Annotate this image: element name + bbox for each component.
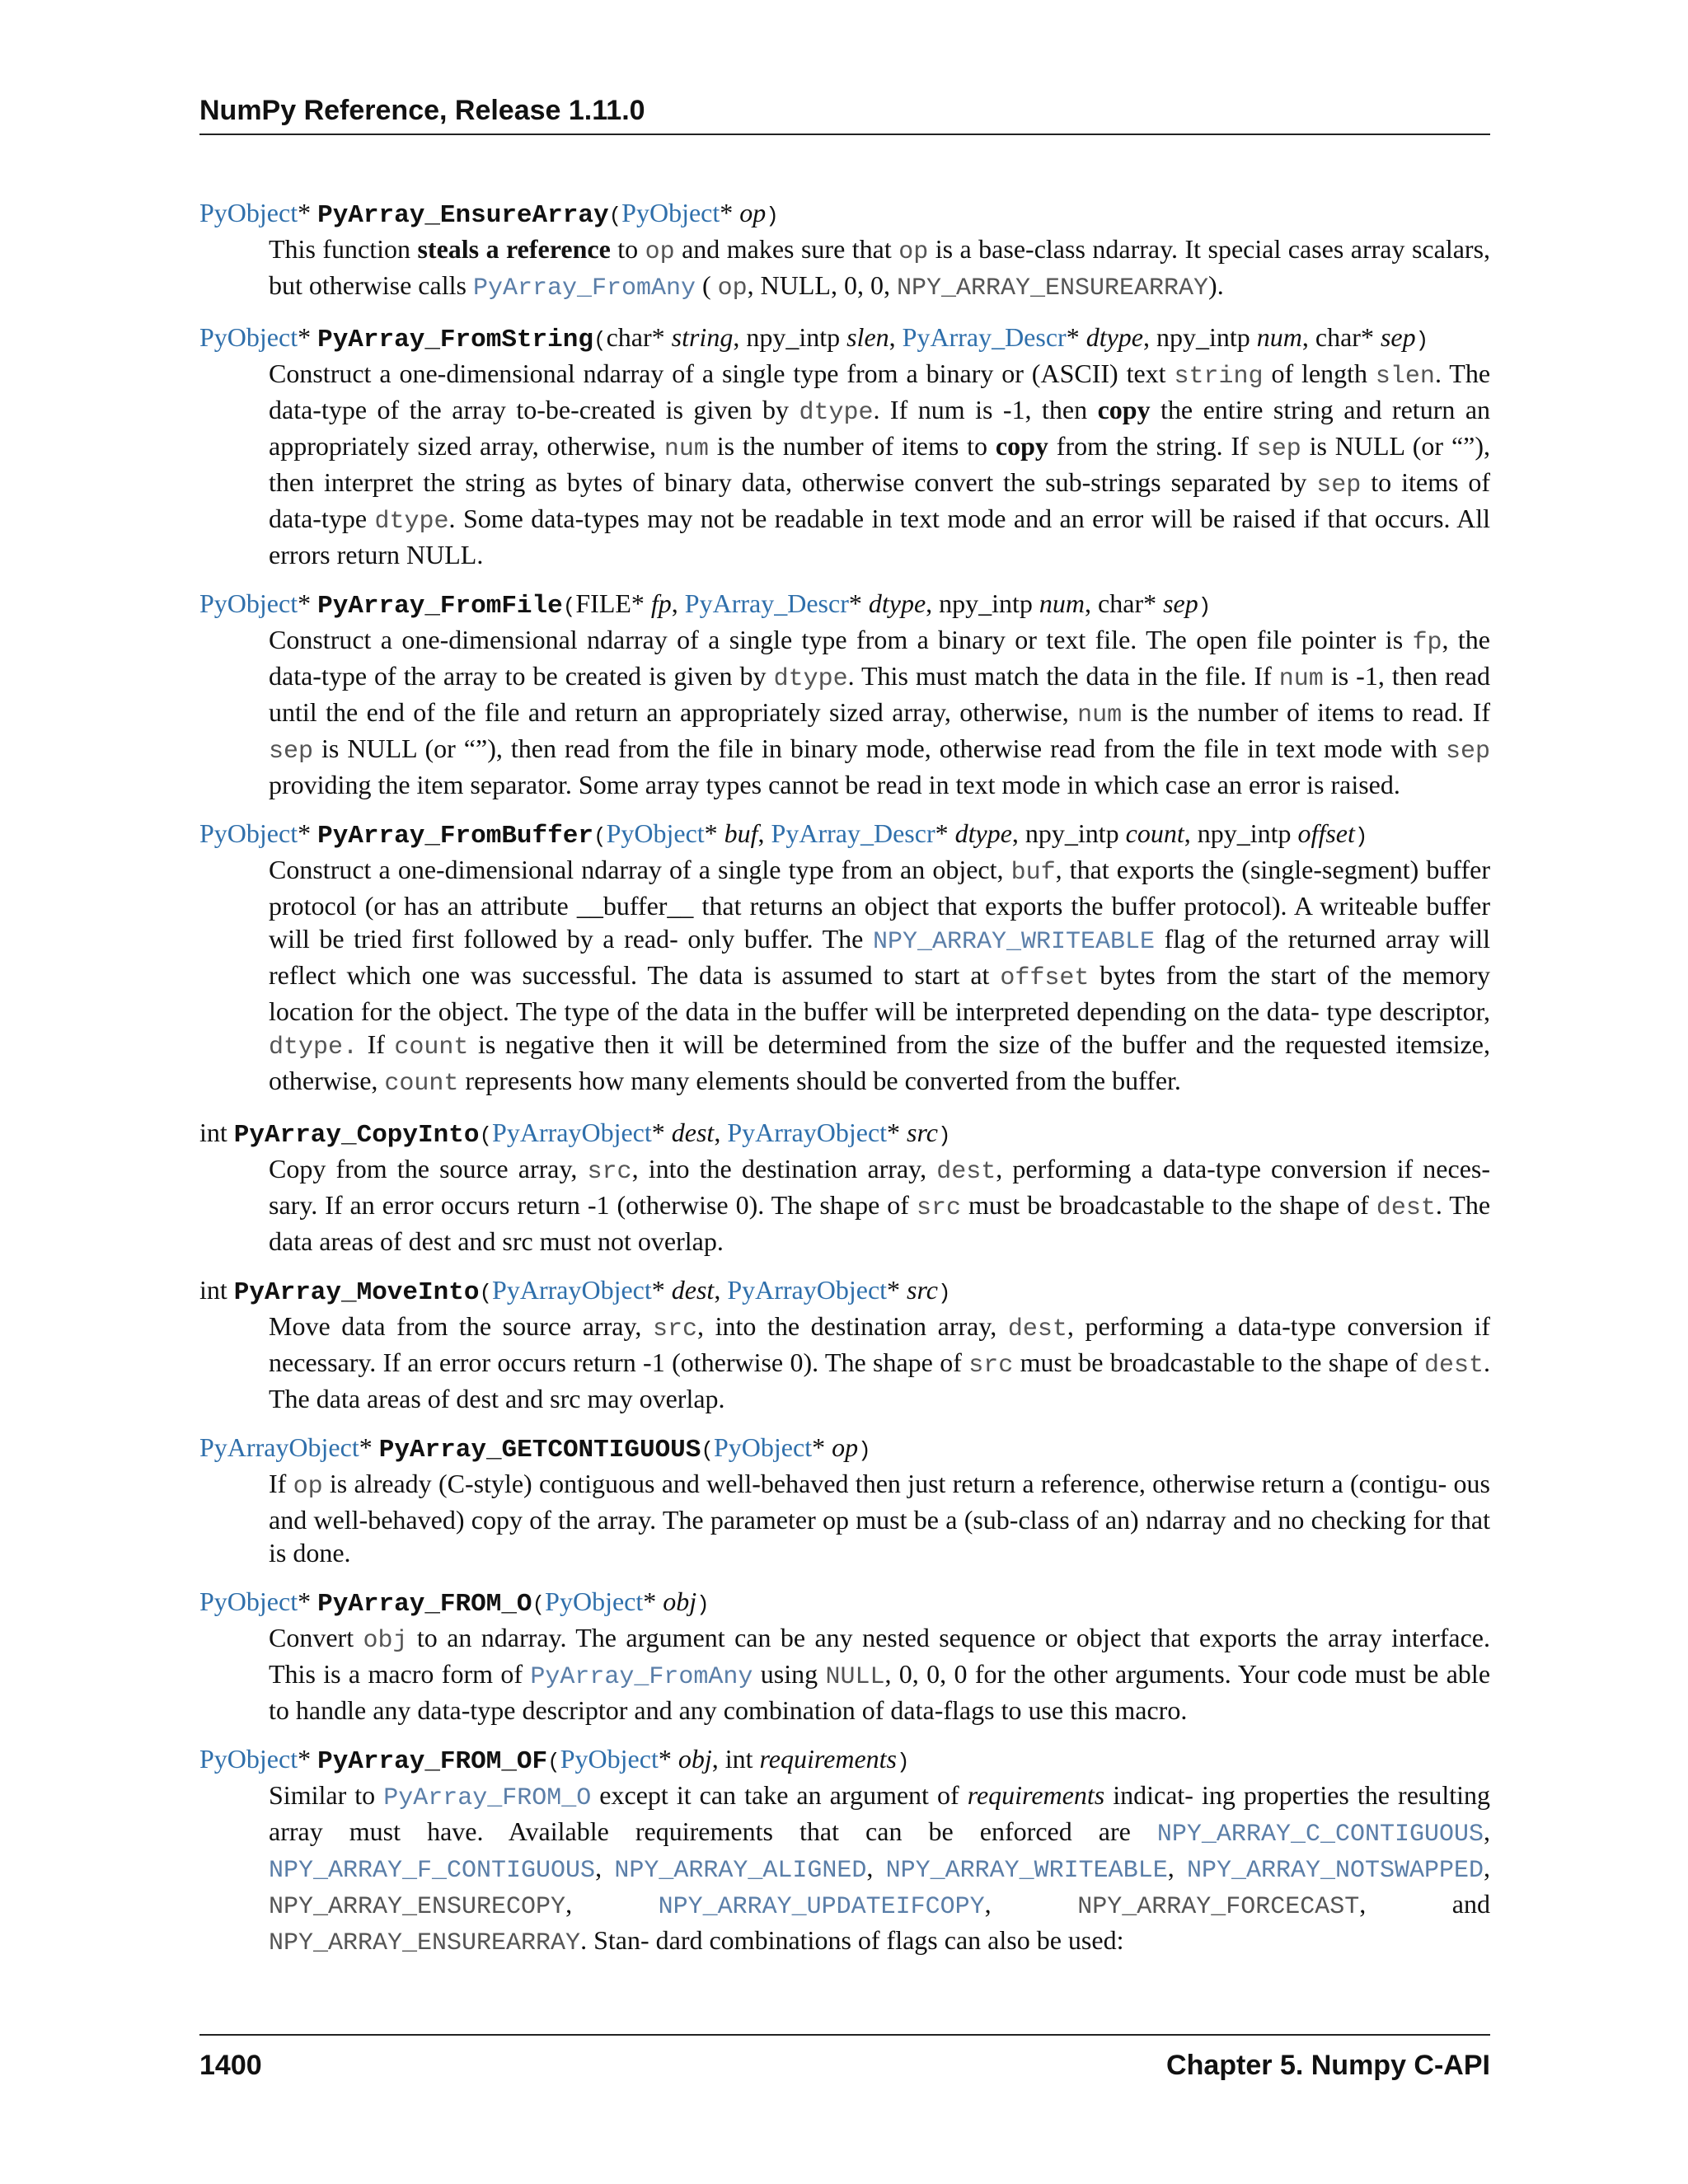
text-run: , the data-type of the array to be created is given by [269, 625, 1491, 691]
text-run: is NULL (or “”), then interpret the string as bytes of binary data, otherwise convert the sub-strings separated by [269, 431, 1491, 497]
parameter-name: count [1125, 818, 1184, 848]
text-run: , [714, 1118, 728, 1147]
emphasis-text: copy [995, 431, 1048, 461]
text-run: , into the destination array, [696, 1311, 1008, 1341]
function-description [269, 1621, 1490, 1727]
inline-code: buf [1010, 859, 1056, 887]
parenthesis: ) [858, 1438, 871, 1463]
parameter-name: requirements [967, 1780, 1105, 1810]
function-name: PyArray_FROM_OF [317, 1747, 548, 1776]
type-link[interactable]: PyObject [560, 1744, 659, 1774]
inline-code: dtype [374, 508, 449, 536]
text-run: and makes sure that [674, 234, 899, 264]
text-run: char* [606, 322, 672, 352]
parameter-name: num [1039, 588, 1085, 618]
parameter-name: requirements [759, 1744, 897, 1774]
text-run: represents how many elements should be converted from the buffer. [458, 1066, 1181, 1095]
text-run: ( [695, 270, 718, 300]
parameter-name: obj [678, 1744, 712, 1774]
parameter-name: obj [663, 1586, 697, 1616]
inline-code: dest [1376, 1194, 1436, 1222]
chapter-title: Chapter 5. Numpy C-API [1166, 2050, 1490, 2081]
parenthesis: ) [937, 1123, 951, 1148]
text-run: * [298, 1586, 318, 1616]
function-signature [199, 1273, 1490, 1310]
text-run: * [298, 1744, 318, 1774]
function-name: PyArray_FROM_O [317, 1590, 532, 1619]
api-entry-fromstring [199, 321, 1490, 571]
text-run: , [889, 322, 903, 352]
type-link[interactable]: PyObject [545, 1586, 644, 1616]
text-run: to [610, 234, 645, 264]
api-entry-getcontiguous [199, 1431, 1490, 1569]
function-signature [199, 196, 1490, 232]
text-run: , [1484, 1853, 1491, 1882]
inline-code: src [968, 1352, 1014, 1380]
parameter-name: buf [724, 818, 758, 848]
text-run: * [935, 818, 955, 848]
text-run: indicat- ing properties the resulting array must have. Available requirements that can be enforced are [269, 1780, 1491, 1846]
inline-code: offset [1000, 964, 1090, 992]
text-run: bytes from the start of the memory location for the object. The type of the data in the buffer will be interpreted depending on the data- type descriptor, [269, 960, 1491, 1026]
text-run: * [651, 1118, 672, 1147]
api-entry-fromfile [199, 587, 1490, 801]
text-run: , char* [1085, 588, 1164, 618]
parenthesis: ( [547, 1750, 560, 1774]
type-link[interactable]: PyObject [199, 588, 298, 618]
text-run: * [887, 1118, 907, 1147]
text-run: This function [269, 234, 418, 264]
parenthesis: ( [608, 204, 622, 228]
inline-code: count [394, 1033, 469, 1062]
inline-code: op [898, 238, 929, 266]
parameter-name: dtype [1085, 322, 1143, 352]
parameter-name: string [671, 322, 734, 352]
text-run: Construct a one-dimensional ndarray of a single type from an object, [269, 855, 1011, 884]
text-run: , [595, 1853, 615, 1882]
emphasis-text: copy [1097, 395, 1151, 424]
inline-code: sep [1316, 471, 1362, 499]
inline-code: dtype [799, 399, 874, 427]
text-run: , npy_intp [1011, 818, 1126, 848]
api-entry-copyinto [199, 1116, 1490, 1258]
parenthesis: ) [696, 1592, 710, 1617]
inline-code: src [587, 1158, 632, 1186]
code-link[interactable]: NPY_ARRAY_NOTSWAPPED [1186, 1857, 1484, 1885]
parameter-name: dtype [954, 818, 1012, 848]
text-run: to items of data-type [269, 467, 1491, 533]
inline-code: src [916, 1194, 961, 1222]
inline-code: op [645, 238, 675, 266]
inline-code: num [1077, 701, 1123, 729]
type-link[interactable]: PyObject [199, 322, 298, 352]
parameter-name: dtype [868, 588, 926, 618]
text-run: . Stan- dard combinations of flags can also be used: [580, 1925, 1124, 1955]
type-link[interactable]: PyObject [714, 1432, 813, 1462]
api-entry-moveinto [199, 1273, 1490, 1415]
text-run: is already (C-style) contiguous and well-behaved then just return a reference, otherwise return a (contigu- ous and well-behaved) copy of the array. The parameter op must be a (sub-class of an) ndarray and no checking for that is done. [269, 1469, 1491, 1568]
text-run: . This must match the data in the file. If [847, 661, 1279, 691]
parameter-name: op [739, 198, 767, 227]
text-run: , performing a data-type conversion if neces- sary. If an error occurs return -1 (otherwise 0). The shape of [269, 1154, 1491, 1220]
text-run: . The data areas of dest and src may overlap. [269, 1347, 1491, 1413]
code-link[interactable]: PyArray_FromAny [472, 274, 696, 302]
type-link[interactable]: PyArrayObject [727, 1275, 888, 1305]
text-run: is negative then it will be determined from the size of the buffer and the requested itemsize, otherwise, [269, 1029, 1491, 1095]
parameter-name: offset [1297, 818, 1355, 848]
inline-code: NPY_ARRAY_ENSUREARRAY [269, 1929, 581, 1957]
code-link[interactable]: NPY_ARRAY_WRITEABLE [885, 1857, 1168, 1885]
function-signature [199, 817, 1490, 853]
text-run: , npy_intp [1142, 322, 1257, 352]
parameter-name: num [1256, 322, 1302, 352]
text-run: . If num is -1, then [873, 395, 1098, 424]
text-run: , char* [1301, 322, 1381, 352]
text-run: * [848, 588, 869, 618]
text-run: must be broadcastable to the shape of [960, 1190, 1376, 1220]
parameter-name: src [907, 1118, 938, 1147]
text-run: , [757, 818, 771, 848]
text-run: of length [1263, 359, 1376, 388]
api-entries [199, 196, 1490, 1975]
text-run: the entire string and return an appropriately sized array, otherwise, [269, 395, 1491, 461]
parameter-name: src [907, 1275, 938, 1305]
text-run: , into the destination array, [631, 1154, 937, 1183]
parenthesis: ( [479, 1281, 493, 1305]
text-run: , that exports the (single-segment) buffer protocol (or has an attribute __buffer__ that returns an object that exports the buffer protocol). A writeable buffer will be tried first followed by a read- only buffer. The [269, 855, 1491, 954]
type-link[interactable]: PyArrayObject [492, 1275, 652, 1305]
type-link[interactable]: PyObject [199, 818, 298, 848]
function-description [269, 853, 1490, 1100]
inline-code: sep [1445, 738, 1490, 766]
text-run: * [298, 322, 318, 352]
inline-code: NPY_ARRAY_ENSURECOPY [269, 1893, 566, 1921]
text-run: * [887, 1275, 907, 1305]
inline-code: dtype [773, 665, 848, 693]
text-run: , [984, 1889, 1078, 1919]
text-run: is -1, then read until the end of the file and return an appropriately sized array, otherwise, [269, 661, 1491, 727]
text-run: , and [1359, 1889, 1490, 1919]
text-run: to an ndarray. The argument can be any nested sequence or object that exports the array interface. This is a macro form of [269, 1623, 1491, 1689]
text-run: . The data areas of dest and src must not overlap. [269, 1190, 1491, 1256]
text-run: * [643, 1586, 663, 1616]
text-run: , [671, 588, 685, 618]
function-name: PyArray_CopyInto [233, 1121, 480, 1150]
text-run: from the string. If [1048, 431, 1257, 461]
text-run: * [298, 818, 318, 848]
parenthesis: ( [701, 1438, 714, 1463]
type-link[interactable]: PyObject [621, 198, 720, 227]
type-link[interactable]: PyArray_Descr [684, 588, 849, 618]
parameter-name: slen [846, 322, 889, 352]
text-run: using [753, 1659, 826, 1689]
type-link[interactable]: PyArrayObject [492, 1118, 652, 1147]
inline-code: op [717, 274, 748, 302]
function-description [269, 1467, 1490, 1569]
code-link[interactable]: PyArray_FromAny [530, 1663, 753, 1691]
function-description [269, 1310, 1490, 1415]
parenthesis: ( [593, 824, 607, 849]
function-description [269, 1152, 1490, 1258]
function-name: PyArray_MoveInto [233, 1278, 480, 1307]
function-signature [199, 1116, 1490, 1152]
code-link[interactable]: NPY_ARRAY_ALIGNED [614, 1857, 867, 1885]
text-run: . Some data-types may not be readable in text mode and an error will be raised if that occurs. All errors return NULL. [269, 504, 1491, 569]
function-name: PyArray_FromString [317, 326, 593, 354]
running-header: NumPy Reference, Release 1.11.0 [199, 91, 1490, 135]
text-run: * [298, 198, 318, 227]
parameter-name: dest [671, 1118, 715, 1147]
text-run: must be broadcastable to the shape of [1013, 1347, 1424, 1377]
parenthesis: ( [479, 1123, 493, 1148]
text-run: Similar to [269, 1780, 384, 1810]
parenthesis: ) [1354, 824, 1368, 849]
inline-code: slen [1375, 363, 1435, 391]
text-run: * [658, 1744, 678, 1774]
text-run: Construct a one-dimensional ndarray of a single type from a binary or text file. The open file pointer is [269, 625, 1413, 654]
text-run: , [1167, 1853, 1187, 1882]
inline-code: dest [936, 1158, 996, 1186]
text-run: int [199, 1118, 234, 1147]
parenthesis: ) [1198, 594, 1212, 619]
text-run: except it can take an argument of [591, 1780, 968, 1810]
inline-code: NPY_ARRAY_FORCECAST [1077, 1893, 1360, 1921]
parameter-name: sep [1163, 588, 1198, 618]
text-run: , NULL, 0, 0, [747, 270, 897, 300]
running-footer [199, 2034, 1490, 2083]
function-signature [199, 1585, 1490, 1621]
inline-code: sep [1256, 435, 1301, 463]
text-run: , 0, 0, 0 for the other arguments. Your code must be able to handle any data-type descriptor and any combination of data-flags to use this macro. [269, 1659, 1491, 1725]
text-run: is NULL (or “”), then read from the file in binary mode, otherwise read from the file in text mode with [313, 733, 1446, 763]
parameter-name: dest [671, 1275, 715, 1305]
code-link[interactable]: NPY_ARRAY_C_CONTIGUOUS [1156, 1821, 1484, 1849]
api-entry-ensurearray [199, 196, 1490, 305]
text-run: providing the item separator. Some array types cannot be read in text mode in which case an error is raised. [269, 770, 1400, 799]
text-run: Construct a one-dimensional ndarray of a single type from a binary or (ASCII) text [269, 359, 1175, 388]
parenthesis: ( [593, 328, 607, 353]
inline-code: dest [1007, 1315, 1067, 1343]
parameter-name: op [832, 1432, 859, 1462]
code-link[interactable]: NPY_ARRAY_F_CONTIGUOUS [269, 1857, 596, 1885]
function-name: PyArray_FromFile [317, 592, 563, 621]
code-link[interactable]: NPY_ARRAY_WRITEABLE [872, 928, 1156, 956]
function-description [269, 623, 1490, 801]
text-run: If [269, 1469, 293, 1498]
inline-code: sep [269, 738, 314, 766]
text-run: , npy_intp [733, 322, 847, 352]
page-number: 1400 [199, 2050, 262, 2081]
parenthesis: ) [1415, 328, 1429, 353]
type-link[interactable]: PyArrayObject [199, 1432, 359, 1462]
text-run: Copy from the source array, [269, 1154, 588, 1183]
text-run: * [704, 818, 724, 848]
text-run: Move data from the source array, [269, 1311, 653, 1341]
type-link[interactable]: PyArray_Descr [771, 818, 935, 848]
parameter-name: sep [1380, 322, 1416, 352]
text-run: Convert [269, 1623, 363, 1652]
parenthesis: ( [562, 594, 576, 619]
text-run: * [720, 198, 740, 227]
function-signature [199, 1431, 1490, 1467]
text-run: * [1066, 322, 1086, 352]
text-run: FILE* [575, 588, 651, 618]
text-run: flag of the returned array will reflect which one was successful. The data is assumed to start at [269, 924, 1491, 990]
text-run: is the number of items to read. If [1122, 697, 1491, 727]
api-entry-frombuffer [199, 817, 1490, 1100]
function-name: PyArray_FromBuffer [317, 822, 593, 851]
inline-code: num [663, 435, 709, 463]
text-run: , performing a data-type conversion if necessary. If an error occurs return -1 (otherwise 0). The shape of [269, 1311, 1491, 1377]
text-run: , [866, 1853, 886, 1882]
parenthesis: ) [897, 1750, 910, 1774]
inline-code: dest [1424, 1352, 1484, 1380]
parameter-name: fp [650, 588, 672, 618]
text-run: * [359, 1432, 379, 1462]
inline-code: dtype. [269, 1033, 359, 1062]
function-signature [199, 587, 1490, 623]
text-run: , npy_intp [926, 588, 1039, 618]
emphasis-text: steals a reference [417, 234, 611, 264]
text-run: int [199, 1275, 234, 1305]
api-entry-from_of [199, 1742, 1490, 1960]
function-signature [199, 1742, 1490, 1779]
text-run: , [714, 1275, 728, 1305]
inline-code: count [384, 1070, 459, 1098]
type-link[interactable]: PyArrayObject [727, 1118, 888, 1147]
inline-code: NULL [825, 1663, 885, 1691]
parenthesis: ) [766, 204, 779, 228]
text-run: * [298, 588, 318, 618]
text-run: is the number of items to [708, 431, 996, 461]
text-run: * [651, 1275, 672, 1305]
text-run: , npy_intp [1184, 818, 1298, 848]
text-run: * [812, 1432, 832, 1462]
code-link[interactable]: NPY_ARRAY_UPDATEIFCOPY [658, 1893, 985, 1921]
inline-code: op [293, 1473, 323, 1501]
text-run: . The data-type of the array to-be-created is given by [269, 359, 1491, 424]
parenthesis: ( [532, 1592, 546, 1617]
text-run: If [358, 1029, 395, 1059]
type-link[interactable]: PyObject [199, 198, 298, 227]
code-link[interactable]: PyArray_FROM_O [383, 1784, 592, 1812]
function-description [269, 232, 1490, 305]
text-run: ). [1208, 270, 1224, 300]
text-run: , int [711, 1744, 760, 1774]
inline-code: string [1174, 363, 1264, 391]
function-signature [199, 321, 1490, 357]
type-link[interactable]: PyObject [199, 1586, 298, 1616]
function-description [269, 357, 1490, 571]
function-name: PyArray_EnsureArray [317, 201, 609, 230]
inline-code: NPY_ARRAY_ENSUREARRAY [896, 274, 1209, 302]
text-run: is a base-class ndarray. It special cases array scalars, but otherwise calls [269, 234, 1491, 300]
function-description [269, 1779, 1490, 1960]
text-run: , [1484, 1816, 1490, 1846]
text-run: , [565, 1889, 659, 1919]
function-name: PyArray_GETCONTIGUOUS [378, 1436, 701, 1465]
inline-code: obj [363, 1627, 408, 1655]
type-link[interactable]: PyObject [199, 1744, 298, 1774]
inline-code: src [652, 1315, 697, 1343]
api-entry-from_o [199, 1585, 1490, 1727]
type-link[interactable]: PyArray_Descr [902, 322, 1067, 352]
parenthesis: ) [937, 1281, 951, 1305]
inline-code: num [1278, 665, 1324, 693]
type-link[interactable]: PyObject [606, 818, 705, 848]
inline-code: fp [1412, 629, 1442, 657]
